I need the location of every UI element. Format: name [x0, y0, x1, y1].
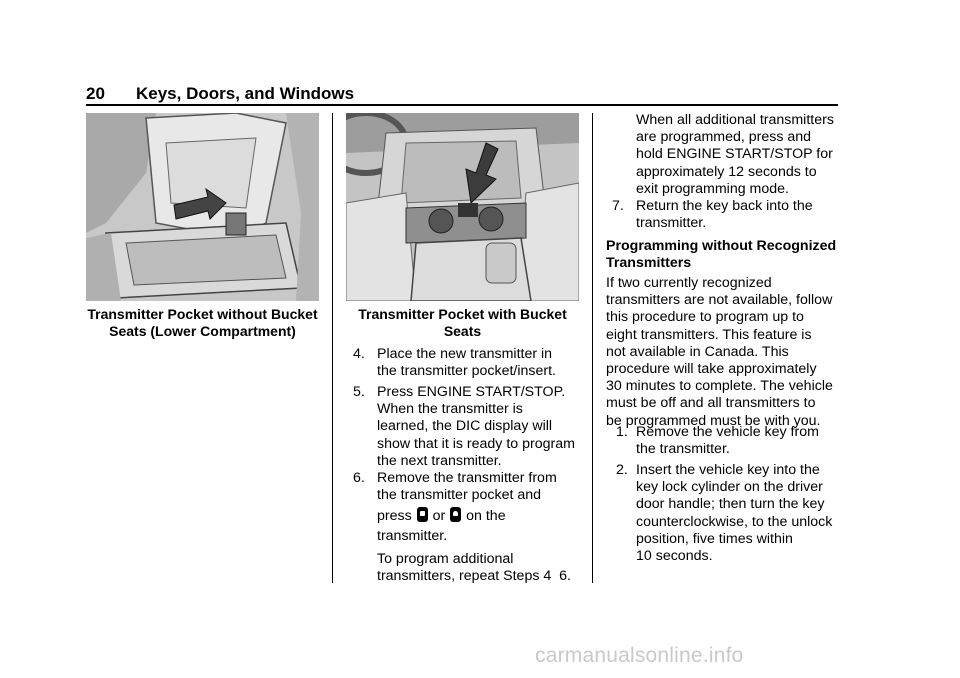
- subheading-line: Programming without Recognized: [606, 238, 837, 254]
- step-line: the transmitter.: [636, 441, 730, 458]
- para-line: eight transmitters. This feature is: [606, 326, 812, 343]
- step-6-continuation: [636, 112, 841, 198]
- step-number: 1.: [616, 424, 628, 440]
- procedure-paragraph: [606, 275, 842, 430]
- para-line: not available in Canada. This: [606, 343, 789, 360]
- step-line: the transmitter pocket/insert.: [377, 363, 556, 380]
- para-line: be programmed must be with you.: [606, 412, 821, 429]
- step-line: transmitter.: [377, 527, 448, 544]
- para-line: hold ENGINE START/STOP for: [636, 146, 833, 163]
- figure-caption-middle: [346, 306, 579, 340]
- para-line: exit programming mode.: [636, 180, 789, 197]
- or-word: or: [432, 508, 446, 525]
- para-line: must be off and all transmitters to: [606, 395, 816, 412]
- step-line: Remove the vehicle key from: [636, 424, 819, 440]
- step-line: position, five times within: [636, 530, 793, 547]
- on-the-word: on the: [466, 508, 506, 525]
- caption-line: Seats: [443, 323, 482, 339]
- caption-line: Transmitter Pocket without Bucket: [87, 306, 318, 322]
- step-6: [353, 470, 583, 590]
- step-line: door handle; then turn the key: [636, 496, 825, 513]
- page-number: 20: [86, 84, 105, 103]
- para-line: approximately 12 seconds to: [636, 163, 817, 180]
- para-line: 30 minutes to complete. The vehicle: [606, 378, 833, 395]
- step-number: 4.: [353, 346, 365, 362]
- step-line: learned, the DIC display will: [377, 418, 553, 435]
- step-line: 10 seconds.: [636, 548, 713, 565]
- step-line: Remove the transmitter from: [377, 470, 557, 486]
- para-line: are programmed, press and: [636, 129, 812, 146]
- subheading-programming-without-recognized-transmitters: [606, 238, 842, 272]
- figure-transmitter-pocket-with-bucket-seats: [346, 113, 579, 301]
- step-line: the next transmitter.: [377, 452, 502, 469]
- section-title: Keys, Doors, and Windows: [136, 84, 355, 103]
- step-line: When the transmitter is: [377, 401, 523, 418]
- step-line: Return the key back into the: [636, 198, 813, 214]
- step-line: transmitter.: [636, 215, 707, 232]
- step-sub-line: transmitters, repeat Steps 4 6.: [377, 568, 571, 585]
- step-line: counterclockwise, to the unlock: [636, 513, 833, 530]
- step-line: Place the new transmitter in: [377, 346, 553, 362]
- step-number: 5.: [353, 384, 365, 400]
- step-7: [612, 198, 842, 234]
- page-header: [86, 84, 838, 106]
- subheading-line: Transmitters: [606, 255, 692, 272]
- step-line: Insert the vehicle key into the: [636, 462, 820, 478]
- column-divider-2: [592, 113, 593, 583]
- caption-line: Transmitter Pocket with Bucket: [358, 306, 567, 322]
- watermark: carmanualsonline.info: [535, 644, 744, 667]
- step-line: show that it is ready to program: [377, 435, 575, 452]
- step-number: 7.: [612, 198, 624, 214]
- header-rule: [86, 104, 838, 106]
- caption-line: Seats (Lower Compartment): [109, 323, 296, 339]
- step-number: 6.: [353, 470, 365, 486]
- step-1: [616, 424, 842, 460]
- press-word: press: [377, 508, 412, 525]
- para-line: transmitters are not available, follow: [606, 292, 833, 309]
- column-divider-1: [332, 113, 333, 583]
- unlock-button-icon: [450, 507, 461, 522]
- para-line: this procedure to program up to: [606, 309, 804, 326]
- step-line: key lock cylinder on the driver: [636, 479, 823, 496]
- step-number: 2.: [616, 462, 628, 478]
- figure-caption-left: [86, 306, 319, 340]
- press-line: [377, 507, 571, 525]
- step-2: [616, 462, 842, 572]
- step-5: [353, 384, 583, 474]
- step-line: the transmitter pocket and: [377, 487, 542, 504]
- step-4: [353, 346, 583, 382]
- para-line: procedure will take approximately: [606, 361, 817, 378]
- step-sub-line: To program additional: [377, 550, 514, 567]
- para-line: When all additional transmitters: [636, 112, 834, 128]
- step-line: Press ENGINE START/STOP.: [377, 384, 566, 400]
- figure-transmitter-pocket-without-bucket-seats: [86, 113, 319, 301]
- para-line: If two currently recognized: [606, 275, 772, 291]
- lock-button-icon: [417, 507, 428, 522]
